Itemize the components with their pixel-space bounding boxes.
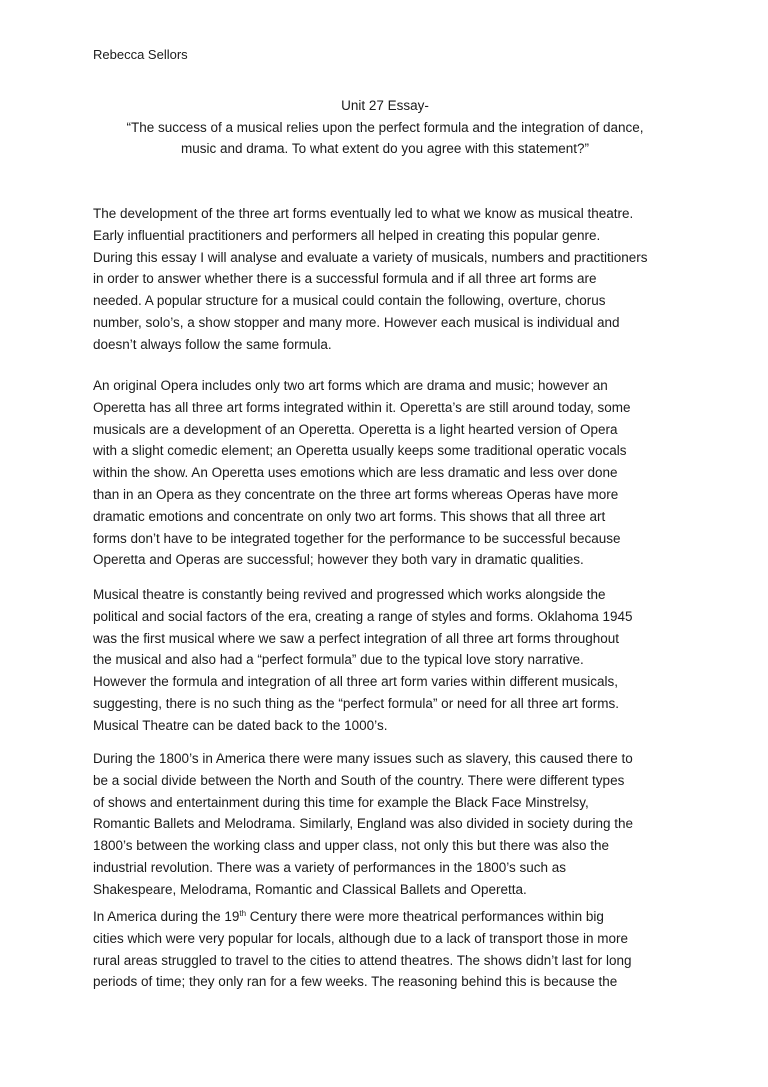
text-line: was the first musical where we saw a perfect integration of all three art forms throughout — [93, 630, 619, 646]
text-line: political and social factors of the era, creating a range of styles and forms. Oklahoma 1945 — [93, 608, 633, 624]
text-line: with a slight comedic element; an Operetta usually keeps some traditional operatic vocals — [93, 443, 627, 459]
text-line: However the formula and integration of all three art form varies within different musicals, — [93, 674, 618, 690]
text-line: Operetta and Operas are successful; however they both vary in dramatic qualities. — [93, 552, 584, 568]
text-fragment: Century there were more theatrical performances within big — [246, 909, 604, 924]
text-line: the musical and also had a “perfect formula” due to the typical love story narrative. — [93, 652, 584, 668]
text-line: within the show. An Operetta uses emotions which are less dramatic and less over done — [93, 465, 618, 481]
paragraph — [93, 906, 683, 993]
text-fragment: In America during the 19 — [93, 909, 240, 924]
text-line: Romantic Ballets and Melodrama. Similarly, England was also divided in society during the — [93, 816, 634, 832]
text-line: periods of time; they only ran for a few weeks. The reasoning behind this is because the — [93, 974, 618, 990]
text-line: doesn’t always follow the same formula. — [93, 336, 332, 352]
text-line: The development of the three art forms eventually led to what we know as musical theatre. — [93, 206, 634, 221]
title-line: music and drama. To what extent do you agree with this statement?” — [181, 141, 589, 156]
text-line: number, solo’s, a show stopper and many more. However each musical is individual and — [93, 314, 620, 330]
text-line: in order to answer whether there is a successful formula and if all three art forms are — [93, 271, 597, 287]
text-line: During this essay I will analyse and evaluate a variety of musicals, numbers and practitioners — [93, 249, 648, 265]
title-line: Unit 27 Essay- — [341, 98, 429, 113]
text-line — [93, 906, 683, 928]
text-line: Early influential practitioners and performers all helped in creating this popular genre. — [93, 227, 601, 243]
paragraph — [93, 203, 683, 356]
text-line: Shakespeare, Melodrama, Romantic and Classical Ballets and Operetta. — [93, 881, 527, 897]
paragraph — [93, 584, 683, 737]
text-line: Musical Theatre can be dated back to the 1000’s. — [93, 717, 388, 733]
text-line: rural areas struggled to travel to the cities to attend theatres. The shows didn’t last for long — [93, 952, 632, 968]
text-line: be a social divide between the North and South of the country. There were different types — [93, 772, 625, 788]
text-line: 1800’s between the working class and upper class, not only this but there was also the — [93, 838, 610, 854]
text-line: industrial revolution. There was a variety of performances in the 1800’s such as — [93, 859, 567, 875]
text-line: Operetta has all three art forms integrated within it. Operetta’s are still around today, some — [93, 399, 631, 415]
author-name: Rebecca Sellors — [93, 47, 188, 62]
text-line: During the 1800’s in America there were many issues such as slavery, this caused there to — [93, 751, 633, 766]
superscript: th — [239, 909, 247, 918]
text-line: dramatic emotions and concentrate on only two art forms. This shows that all three art — [93, 508, 606, 524]
text-line: needed. A popular structure for a musical could contain the following, overture, chorus — [93, 293, 606, 309]
text-line: forms don’t have to be integrated together for the performance to be successful because — [93, 530, 621, 546]
paragraph — [93, 375, 683, 571]
essay-title — [90, 95, 680, 160]
title-line: “The success of a musical relies upon the perfect formula and the integration of dance, — [126, 119, 644, 135]
paragraph — [93, 748, 683, 901]
text-line: Musical theatre is constantly being revived and progressed which works alongside the — [93, 587, 606, 602]
text-line: than in an Opera as they concentrate on the three art forms whereas Operas have more — [93, 486, 619, 502]
text-line: An original Opera includes only two art forms which are drama and music; however an — [93, 378, 608, 393]
text-line: musicals are a development of an Operetta. Operetta is a light hearted version of Opera — [93, 421, 618, 437]
text-line: of shows and entertainment during this time for example the Black Face Minstrelsy, — [93, 794, 589, 810]
text-line: cities which were very popular for locals, although due to a lack of transport those in more — [93, 930, 629, 946]
text-line: suggesting, there is no such thing as the “perfect formula” or need for all three art forms. — [93, 695, 620, 711]
